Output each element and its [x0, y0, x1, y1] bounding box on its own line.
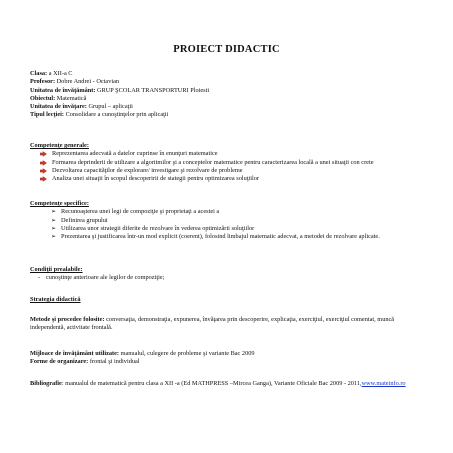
bibliography-link[interactable]: www.mateinfo.ro — [361, 380, 406, 387]
prerequisites-heading: Condiţii prealabile: — [30, 266, 83, 273]
info-row-class — [30, 70, 430, 78]
info-value: Grupul – aplicaţii — [86, 103, 133, 111]
info-row-teacher — [30, 78, 430, 86]
list-item-text: Formarea deprinderii de utilizare a algoritmilor şi a conceptelor matematice pentru caracterizarea locală a unei situaţii con crete — [52, 158, 374, 166]
specific-competences-list — [30, 208, 430, 241]
arrowhead-bullet-icon: ➢ — [51, 209, 57, 216]
arrowhead-bullet-icon: ➢ — [51, 217, 57, 224]
list-item-text: cunoştinţe anterioare ale legilor de compoziţie; — [46, 274, 165, 282]
list-item-text: Analiza unei situaţii în scopul descoperirii de stategii pentru optimizarea soluţiilor — [52, 175, 260, 183]
list-item-text: Reprezentarea adecvată a datelor cuprinse în enunţuri matematice — [52, 150, 218, 158]
info-value: Consolidare a cunoştinţelor prin aplicaţii — [64, 111, 169, 119]
forms-value: frontal şi individual — [88, 358, 140, 366]
strategy-heading: Strategia didactică — [30, 296, 81, 303]
info-row-unit — [30, 103, 430, 111]
general-competences-heading: Competenţe generale: — [30, 142, 89, 149]
list-item-text: Prezentarea şi justificarea într-un mod explicit (coerent), folosind limbajul matematic adecvat, a metodei de rezolvare aplicate. — [61, 233, 380, 241]
info-value: a XII-a C — [47, 70, 73, 77]
general-competences — [30, 142, 430, 183]
means-row — [30, 350, 430, 358]
bibliography-label: Bibliografie — [30, 380, 62, 387]
document-title: PROIECT DIDACTIC — [173, 44, 280, 55]
info-value: GRUP ŞCOLAR TRANSPORTURI Ploiesti — [95, 86, 210, 94]
bibliography — [30, 380, 430, 388]
bibliography-row — [30, 380, 430, 388]
info-label: Tipul lecţiei: — [30, 111, 64, 119]
means-label: Mijloace de învăţământ utilizate: — [30, 350, 120, 357]
red-arrow-bullet-icon — [40, 176, 47, 182]
forms-row — [30, 358, 430, 366]
red-arrow-bullet-icon — [40, 151, 47, 157]
methods-value: conversaţia, demonstraţia, expunerea, învăţarea prin descoperire, explicaţia, exerciţiul, exerciţiul comentat, muncă independentă, activitate frontală. — [30, 316, 395, 332]
info-row-school — [30, 87, 430, 95]
list-item — [30, 233, 430, 241]
info-row-subject — [30, 95, 430, 103]
arrowhead-bullet-icon: ➢ — [51, 225, 57, 232]
list-item — [30, 175, 430, 183]
info-label: Unitatea de învăţare: — [30, 103, 87, 111]
specific-competences-heading: Competenţe specifice: — [30, 200, 89, 207]
list-item — [30, 159, 430, 167]
list-item — [30, 208, 430, 216]
forms-label: Forme de organizare: — [30, 358, 89, 366]
specific-competences — [30, 200, 430, 241]
list-item-text: Recunoaşterea unei legi de compoziţie şi proprietaţi a acestei a — [61, 208, 220, 216]
means-value: manualul, culegere de probleme şi variante Bac 2009 — [119, 350, 255, 357]
list-item — [30, 167, 430, 175]
info-label: Profesor: — [30, 78, 56, 86]
methods — [30, 316, 425, 333]
lesson-info — [30, 70, 430, 120]
dash-bullet-icon: - — [38, 274, 41, 282]
list-item-text: Dezvoltarea capacităţilor de explorare/ investigare şi rezolvare de probleme — [52, 166, 243, 174]
strategy-section — [30, 296, 430, 304]
methods-label: Metode şi procedee folosite: — [30, 316, 105, 323]
red-arrow-bullet-icon — [40, 168, 47, 174]
info-label: Unitatea de învăţământ: — [30, 86, 96, 94]
prerequisites — [30, 266, 430, 283]
bibliography-value: : manualul de matematică pentru clasa a XII -a (Ed MATHPRESS –Mircea Ganga), Variante Oficiale Bac 2009 - 2011, — [61, 380, 362, 387]
list-item — [30, 150, 430, 158]
list-item — [30, 217, 430, 225]
info-label: Obiectul: — [30, 94, 56, 102]
info-label: Clasa: — [30, 70, 48, 77]
general-competences-list — [30, 150, 430, 183]
info-row-lesson-type — [30, 111, 430, 119]
list-item-text: Definirea grupului — [61, 216, 108, 224]
red-arrow-bullet-icon — [40, 160, 47, 166]
info-value: Matematică — [55, 94, 87, 102]
means-and-forms — [30, 350, 430, 367]
list-item-text: Utilizarea unor strategii diferite de rezolvare în vederea optimizării soluţiilor — [61, 224, 255, 232]
info-value: Dobre Andrei - Octavian — [55, 78, 120, 86]
list-item — [30, 274, 430, 282]
list-item — [30, 225, 430, 233]
arrowhead-bullet-icon: ➢ — [51, 234, 57, 241]
prerequisites-list — [30, 274, 430, 282]
